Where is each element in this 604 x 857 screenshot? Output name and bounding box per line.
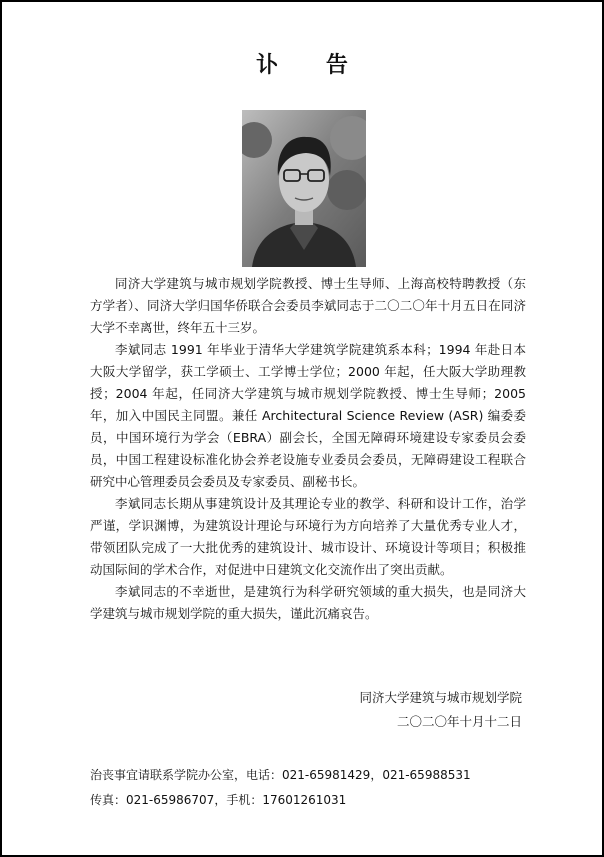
contact-fax-mobile-line: 传真：021-65986707，手机：17601261031 [90,793,347,807]
page-title: 讣 告 [256,53,368,78]
signature-block [359,686,522,734]
paragraph-announcement: 同济大学建筑与城市规划学院教授、博士生导师、上海高校特聘教授（东方学者）、同济大学归国华侨联合会委员李斌同志于二〇二〇年十月五日在同济大学不幸离世，终年五十三岁。 [90,276,526,335]
contact-phone-line: 治丧事宜请联系学院办公室，电话：021-65981429，021-65988531 [90,768,471,782]
obituary-body [90,273,526,625]
portrait-photo [242,110,366,267]
signature-date: 二〇二〇年十月十二日 [396,714,522,729]
paragraph-contributions: 李斌同志长期从事建筑设计及其理论专业的教学、科研和设计工作，治学严谨，学识渊博，为建筑设计理论与环境行为方向培养了大量优秀专业人才，带领团队完成了一大批优秀的建筑设计、城市设计、环境设计等项目；积极推动国际间的学术合作，对促进中日建筑文化交流作出了突出贡献。 [90,496,526,577]
paragraph-condolence: 李斌同志的不幸逝世，是建筑行为科学研究领域的重大损失，也是同济大学建筑与城市规划学院的重大损失，谨此沉痛哀告。 [90,584,526,621]
paragraph-biography: 李斌同志 1991 年毕业于清华大学建筑学院建筑系本科；1994 年赴日本大阪大学留学，获工学硕士、工学博士学位；2000 年起，任大阪大学助理教授；2004 年起，任同济大学建筑与城市规划学院教授、博士生导师；2005 年，加入中国民主同盟。兼任 Architectural Science Review (ASR) 编委委员，中国环境行为学会（EBRA）副会长，全国无障碍环境建设专家委员会委员，中国工程建设标准化协会养老设施专业委员会委员，无障碍建设工程联合研究中心管理委员会委员及专家委员、副秘书长。 [90,342,526,489]
signature-organization: 同济大学建筑与城市规划学院 [359,690,522,705]
contact-info [90,763,471,813]
